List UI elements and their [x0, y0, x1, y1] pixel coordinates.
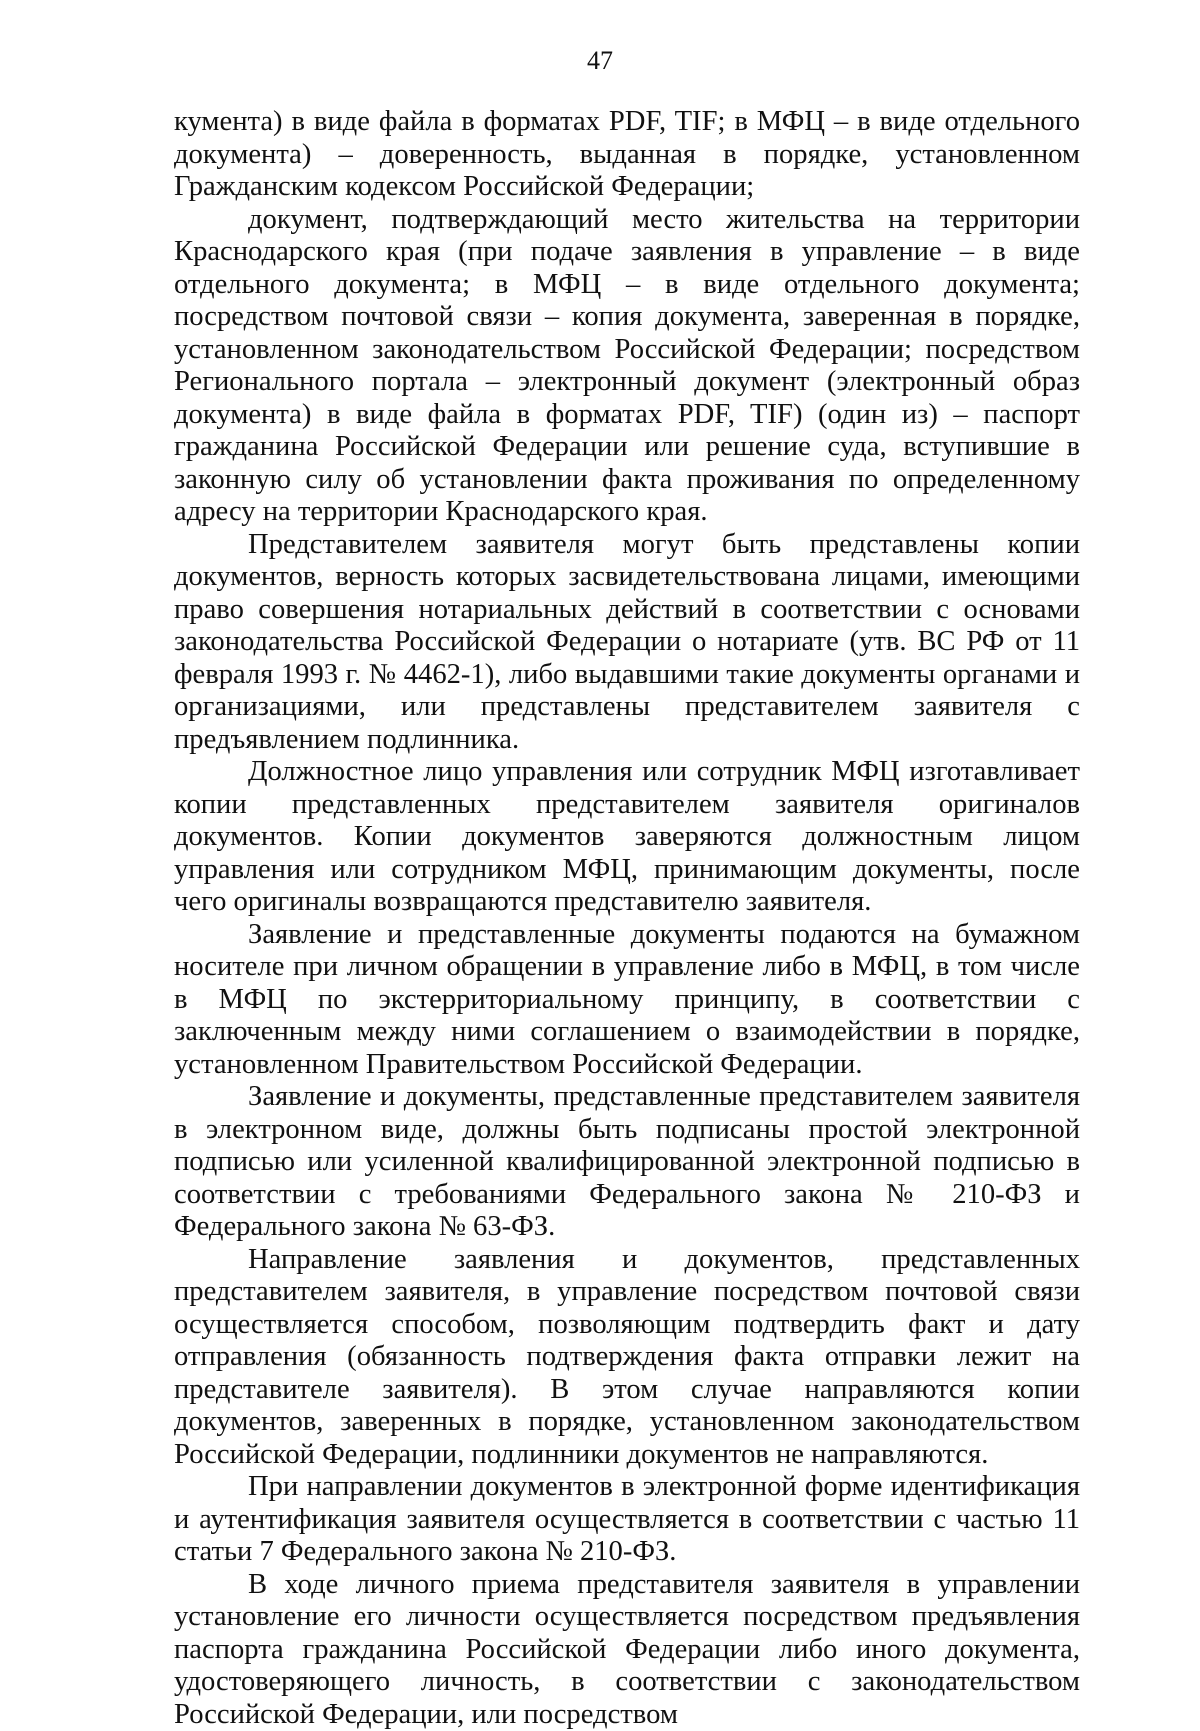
paragraph-6: Заявление и документы, представленные представителем заявителя в электронном виде, должны быть подписаны простой электронной подписью или усиленной квалифицированной электронной подписью в соответствии с требованиями Федерального закона № 210-ФЗ и Федерального закона № 63-ФЗ. — [174, 1081, 1080, 1244]
paragraph-9: В ходе личного приема представителя заявителя в управлении установление его личности осуществляется посредством предъявления паспорта гражданина Российской Федерации либо иного документа, удостоверяющего личность, в соответствии с законодательством Российской Федерации, или посредством — [174, 1569, 1080, 1731]
page-number: 47 — [0, 46, 1200, 76]
document-body — [174, 106, 1080, 1731]
paragraph-2: документ, подтверждающий место жительства на территории Краснодарского края (при подаче заявления в управление – в виде отдельного документа; в МФЦ – в виде отдельного документа; посредством почтовой связи – копия документа, заверенная в порядке, установленном законодательством Российской Федерации; посредством Регионального портала – электронный документ (электронный образ документа) в виде файла в форматах PDF, TIF) (один из) – паспорт гражданина Российской Федерации или решение суда, вступившие в законную силу об установлении факта проживания по определенному адресу на территории Краснодарского края. — [174, 204, 1080, 529]
paragraph-8: При направлении документов в электронной форме идентификация и аутентификация заявителя осуществляется в соответствии с частью 11 статьи 7 Федерального закона № 210-ФЗ. — [174, 1471, 1080, 1569]
paragraph-1: кумента) в виде файла в форматах PDF, TIF; в МФЦ – в виде отдельного документа) – доверенность, выданная в порядке, установленном Гражданским кодексом Российской Федерации; — [174, 106, 1080, 204]
paragraph-3: Представителем заявителя могут быть представлены копии документов, верность которых засвидетельствована лицами, имеющими право совершения нотариальных действий в соответствии с основами законодательства Российской Федерации о нотариате (утв. ВС РФ от 11 февраля 1993 г. № 4462-1), либо выдавшими такие документы органами и организациями, или представлены представителем заявителя с предъявлением подлинника. — [174, 529, 1080, 757]
paragraph-7: Направление заявления и документов, представленных представителем заявителя, в управление посредством почтовой связи осуществляется способом, позволяющим подтвердить факт и дату отправления (обязанность подтверждения факта отправки лежит на представителе заявителя). В этом случае направляются копии документов, заверенных в порядке, установленном законодательством Российской Федерации, подлинники документов не направляются. — [174, 1244, 1080, 1472]
paragraph-4: Должностное лицо управления или сотрудник МФЦ изготавливает копии представленных представителем заявителя оригиналов документов. Копии документов заверяются должностным лицом управления или сотрудником МФЦ, принимающим документы, после чего оригиналы возвращаются представителю заявителя. — [174, 756, 1080, 919]
paragraph-5: Заявление и представленные документы подаются на бумажном носителе при личном обращении в управление либо в МФЦ, в том числе в МФЦ по экстерриториальному принципу, в соответствии с заключенным между ними соглашением о взаимодействии в порядке, установленном Правительством Российской Федерации. — [174, 919, 1080, 1082]
